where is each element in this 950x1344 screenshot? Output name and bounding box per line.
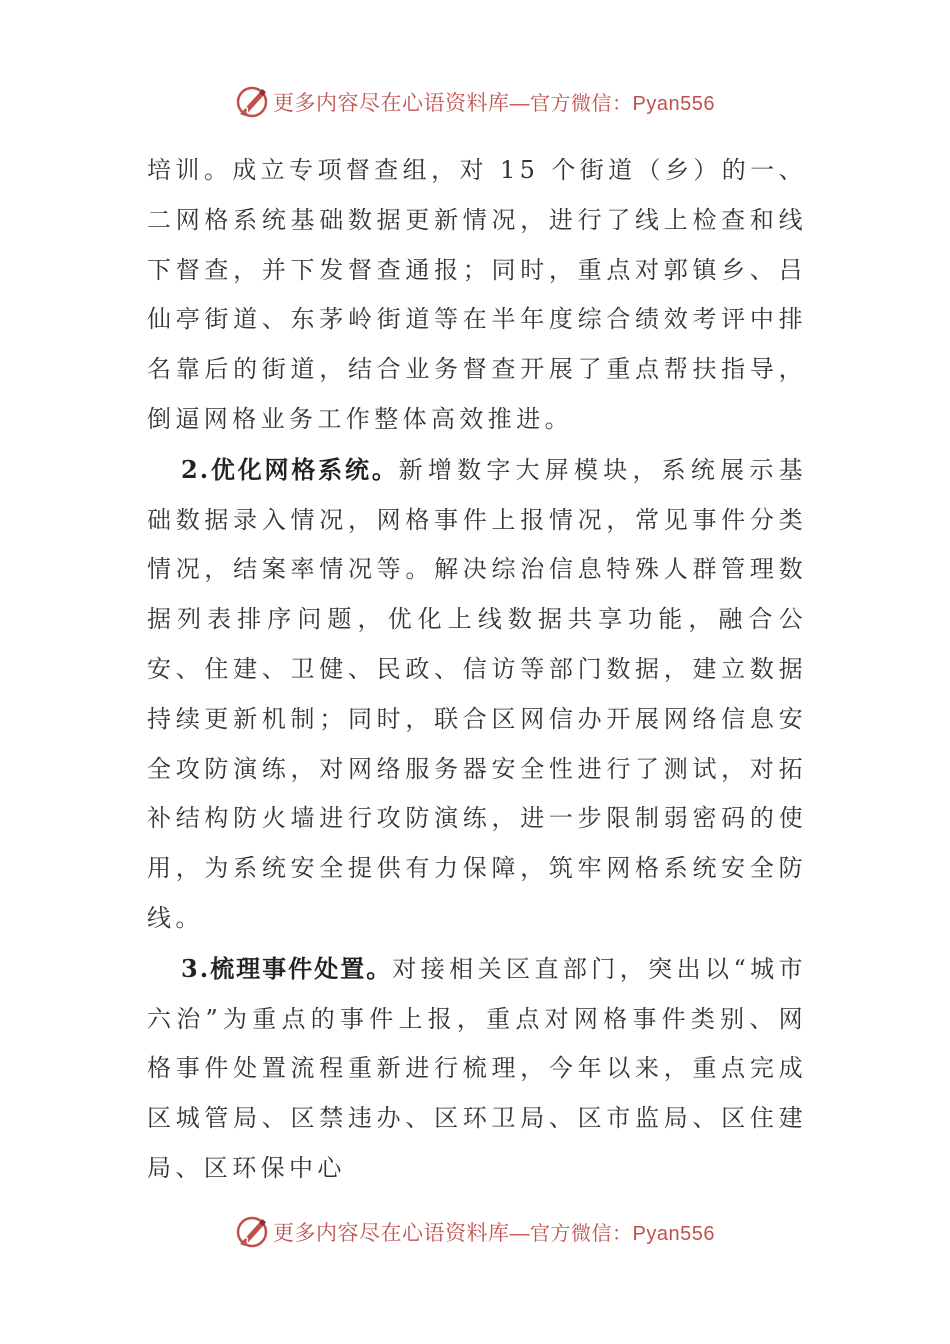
pen-icon <box>235 85 269 119</box>
header-wechat: —官方微信：Pyan556 <box>509 93 715 115</box>
document-body <box>147 146 807 1194</box>
footer-wechat: —官方微信：Pyan556 <box>509 1223 715 1245</box>
pen-icon <box>235 1215 269 1249</box>
header-banner <box>0 82 950 122</box>
paragraph-3 <box>147 944 807 1194</box>
paragraph-2 <box>147 445 807 944</box>
footer-text <box>273 1217 715 1247</box>
header-text <box>273 87 715 117</box>
paragraph-3-text: 对接相关区直部门，突出以“城市六治”为重点的事件上报，重点对网格事件类别、网格事件处置流程重新进行梳理，今年以来，重点完成区城管局、区禁违办、区环卫局、区市监局、区住建局、区环保中心 <box>147 954 807 1182</box>
footer-title: 更多内容尽在心语资料库 <box>273 1221 510 1245</box>
header-title: 更多内容尽在心语资料库 <box>273 91 510 115</box>
paragraph-2-heading: 2.优化网格系统。 <box>181 454 399 484</box>
footer-banner <box>0 1212 950 1252</box>
paragraph-1: 培训。成立专项督查组，对 15 个街道（乡）的一、二网格系统基础数据更新情况，进行了线上检查和线下督查，并下发督查通报；同时，重点对郭镇乡、吕仙亭街道、东茅岭街道等在半年度综合绩效考评中排名靠后的街道，结合业务督查开展了重点帮扶指导，倒逼网格业务工作整体高效推进。 <box>147 156 807 433</box>
paragraph-2-text: 新增数字大屏模块，系统展示基础数据录入情况，网格事件上报情况，常见事件分类情况，结案率情况等。解决综治信息特殊人群管理数据列表排序问题，优化上线数据共享功能，融合公安、住建、卫健、民政、信访等部门数据，建立数据持续更新机制；同时，联合区网信办开展网络信息安全攻防演练，对网络服务器安全性进行了测试，对拓补结构防火墙进行攻防演练，进一步限制弱密码的使用，为系统安全提供有力保障，筑牢网格系统安全防线。 <box>147 455 807 932</box>
paragraph-3-heading: 3.梳理事件处置。 <box>181 953 393 983</box>
